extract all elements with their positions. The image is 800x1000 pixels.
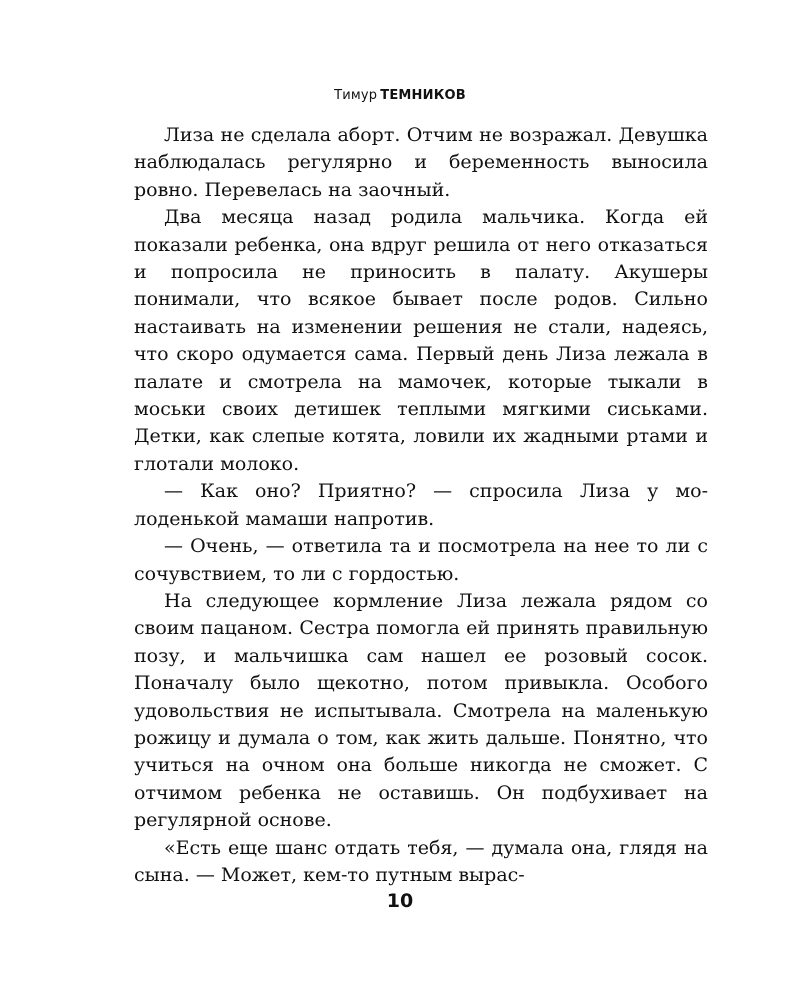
- paragraph: Лиза не сделала аборт. Отчим не возражал. Девушка наблюдалась регулярно и беременность выносила ровно. Перевелась на заочный.: [134, 124, 708, 201]
- page-number: 10: [386, 890, 414, 912]
- dialogue-line: — Как оно? Приятно? — спросила Лиза у молоденькой мамаши напротив.: [134, 480, 708, 530]
- paragraph: Два месяца назад родила мальчика. Когда ей показали ребенка, она вдруг решила от него отказаться и попросила не приносить в палату. Акушеры понимали, что всякое бывает после родов. Сильно настаивать на изменении решения не стали, надеясь, что скоро одумается сама. Первый день Лиза лежала в палате и смотрела на мамочек, которые тыкали в моськи своих детишек теплыми мягкими сиськами. Детки, как слепые котята, ловили их жадными ртами и глотали молоко.: [134, 206, 708, 475]
- author-last-name: ТЕМНИКОВ: [380, 88, 466, 103]
- body-text: [134, 122, 708, 889]
- dialogue-line: — Очень, — ответила та и посмотрела на нее то ли с сочувствием, то ли с гордостью.: [134, 535, 708, 585]
- author-first-name: Тимур: [334, 88, 378, 103]
- running-head: [0, 88, 800, 103]
- paragraph: На следующее кормление Лиза лежала рядом со своим пацаном. Сестра помогла ей принять правильную позу, и мальчишка сам нашел ее розовый сосок. Поначалу было щекотно, потом привыкла. Особого удовольствия не испытывала. Смотрела на маленькую рожицу и думала о том, как жить дальше. Понятно, что учиться на очном она больше никогда не сможет. С отчимом ребенка не оставишь. Он подбухивает на регулярной основе.: [134, 589, 708, 832]
- paragraph: «Есть еще шанс отдать тебя, — думала она, глядя на сына. — Может, кем-то путным вырас-: [134, 836, 708, 886]
